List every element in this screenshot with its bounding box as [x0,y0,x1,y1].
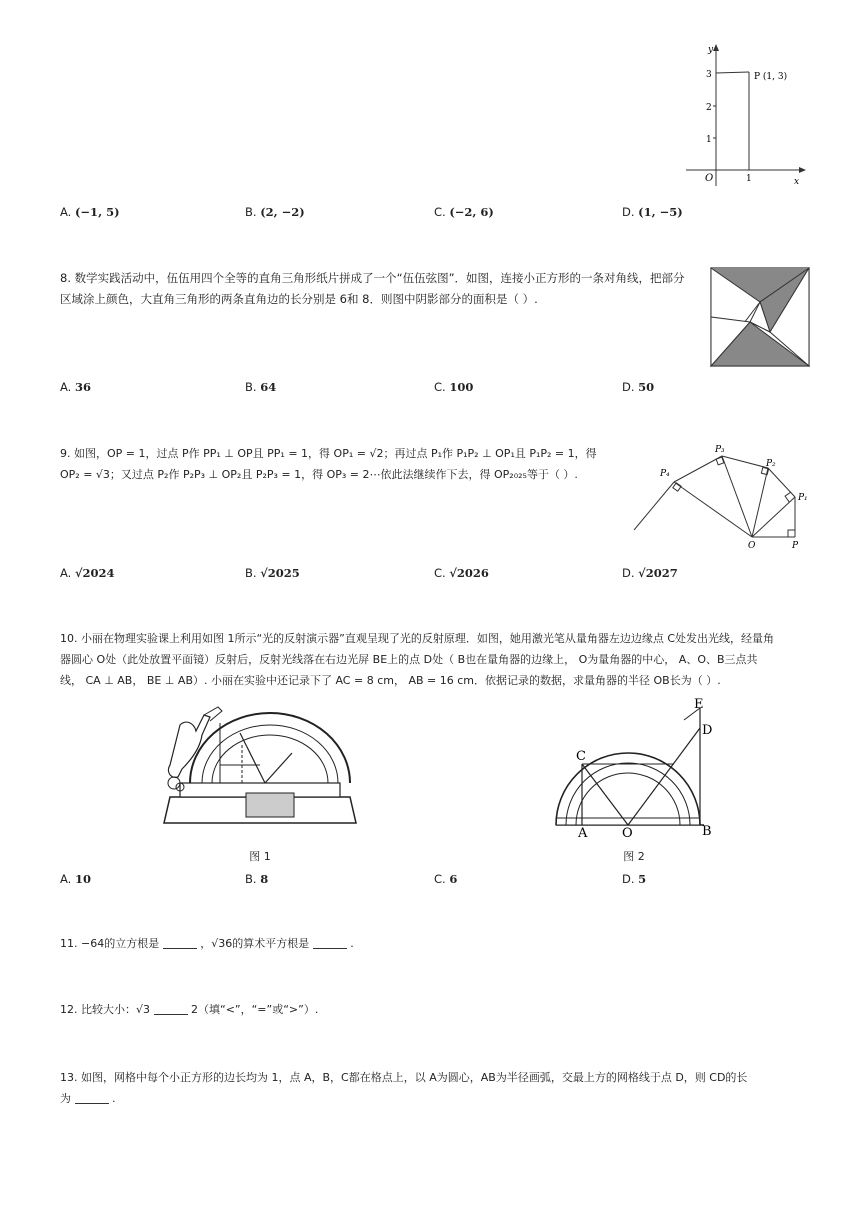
label-o: O [622,826,633,840]
q12-part-1: 12. 比较大小：√3 [60,1003,150,1016]
q11-stem [60,933,354,954]
y-axis-label: y [708,45,714,55]
figure-2-caption: 图 2 [623,850,645,863]
option-value: 64 [260,380,277,394]
option-letter: D. [622,872,635,886]
option-letter: D. [622,566,635,580]
q8-line-2: 区域涂上颜色，大直角三角形的两条直角边的长分别是 6和 8．则图中阴影部分的面积是（ ）. [60,292,538,306]
option-value: 5 [638,872,647,886]
q9-option-d[interactable] [622,566,678,580]
q10-line-1: 10. 小丽在物理实验课上利用如图 1所示“光的反射演示器”直观呈现了光的反射原理．如图，她用激光笔从量角器左边边缘点 C处发出光线，经量角 [60,632,775,645]
p-label: P [792,541,799,551]
option-value: (−2, 6) [449,205,494,219]
q8-option-c[interactable] [434,380,473,394]
q10-figure-2-diagram [552,698,722,840]
option-value: √2027 [638,566,678,580]
label-b: B [702,824,712,839]
option-letter: C. [434,380,446,394]
option-value: 50 [638,380,655,394]
q11-answer-blank-1[interactable] [163,936,197,949]
option-letter: A. [60,872,72,886]
q10-figure-1-apparatus [160,705,360,830]
y-tick-2: 2 [706,103,712,113]
q9-spiral-figure [630,440,810,555]
q7-option-a[interactable] [60,205,120,219]
q9-line-2: OP₂ = √3；又过点 P₂作 P₂P₃ ⊥ OP₂且 P₂P₃ = 1，得 OP₃ = 2⋯依此法继续作下去，得 OP₂₀₂₅等于（ ）. [60,468,578,481]
option-letter: B. [245,380,257,394]
q12-part-2: 2（填“<”，“=”或“>”）. [191,1003,319,1016]
q11-part-1: 11. −64的立方根是 [60,937,160,950]
p2-label: P₂ [766,459,776,469]
option-value: 6 [449,872,458,886]
y-tick-1: 1 [706,135,712,145]
p4-label: P₄ [660,469,670,479]
q10-line-2: 器圆心 O处（此处放置平面镜）反射后，反射光线落在右边光屏 BE上的点 D处（ B也在量角器的边缘上， O为量角器的中心， A、O、B三点共 [60,653,758,666]
q8-line-1: 8. 数学实践活动中，伍伍用四个全等的直角三角形纸片拼成了一个“伍伍弦图”．如图，连接小正方形的一条对角线，把部分 [60,271,685,285]
q8-pinwheel-figure [710,267,810,367]
q11-part-3: . [350,937,354,950]
q9-option-a[interactable] [60,566,115,580]
q8-option-d[interactable] [622,380,654,394]
option-value: (1, −5) [638,205,683,219]
option-value: √2024 [74,566,115,580]
q9-option-c[interactable] [434,566,489,580]
q13-stem [60,1067,800,1109]
q7-option-b[interactable] [245,205,305,219]
label-e: E [694,698,704,712]
q8-stem [60,268,700,310]
option-letter: D. [622,205,635,219]
o-label: O [748,541,756,551]
q10-option-a[interactable] [60,872,91,886]
option-letter: B. [245,205,257,219]
q7-coordinate-graph [680,40,810,190]
q7-option-d[interactable] [622,205,683,219]
x-axis-label: x [794,177,800,187]
figure-1-caption: 图 1 [249,850,271,863]
option-value: (2, −2) [260,205,305,219]
q11-answer-blank-2[interactable] [313,936,347,949]
option-value: 100 [449,380,474,394]
option-letter: C. [434,566,446,580]
q10-option-c[interactable] [434,872,457,886]
option-letter: A. [60,566,72,580]
q12-stem [60,999,318,1020]
q9-stem [60,443,640,485]
q8-option-b[interactable] [245,380,276,394]
option-value: (−1, 5) [74,205,120,219]
q7-option-c[interactable] [434,205,494,219]
label-c: C [576,749,586,764]
q11-part-2: ，√36的算术平方根是 [200,937,310,950]
q10-option-b[interactable] [245,872,268,886]
option-letter: C. [434,205,446,219]
y-tick-3: 3 [706,70,712,80]
option-value: 10 [74,872,91,886]
q13-answer-blank[interactable] [75,1091,109,1104]
q13-line-1: 13. 如图，网格中每个小正方形的边长均为 1，点 A，B，C都在格点上，以 A为圆心，AB为半径画弧，交最上方的网格线于点 D，则 CD的长 [60,1071,748,1084]
option-value: 36 [74,380,91,394]
point-p-label: P (1, 3) [754,72,788,82]
option-letter: D. [622,380,635,394]
option-value: √2025 [260,566,300,580]
q10-line-3: 线， CA ⊥ AB， BE ⊥ AB）. 小丽在实验中还记录下了 AC = 8 cm， AB = 16 cm．依据记录的数据，求量角器的半径 OB长为（ ）. [60,674,721,687]
origin-label: O [705,173,714,184]
option-letter: A. [60,380,72,394]
x-tick-1: 1 [746,174,752,184]
q9-option-b[interactable] [245,566,300,580]
p3-label: P₃ [715,445,725,455]
option-value: 8 [260,872,269,886]
option-value: √2026 [449,566,489,580]
q8-option-a[interactable] [60,380,91,394]
option-letter: C. [434,872,446,886]
q9-line-1: 9. 如图，OP = 1，过点 P作 PP₁ ⊥ OP且 PP₁ = 1，得 OP₁ = √2；再过点 P₁作 P₁P₂ ⊥ OP₁且 P₁P₂ = 1，得 [60,447,597,460]
q10-stem [60,628,820,691]
q13-line-2-prefix: 为 [60,1092,71,1105]
label-d: D [702,723,713,738]
q13-line-2 [60,1088,800,1109]
p1-label: P₁ [798,493,808,503]
option-letter: A. [60,205,72,219]
q10-option-d[interactable] [622,872,646,886]
label-a: A [578,826,588,840]
option-letter: B. [245,872,257,886]
q12-answer-blank[interactable] [154,1002,188,1015]
option-letter: B. [245,566,257,580]
q13-line-2-suffix: . [112,1092,116,1105]
